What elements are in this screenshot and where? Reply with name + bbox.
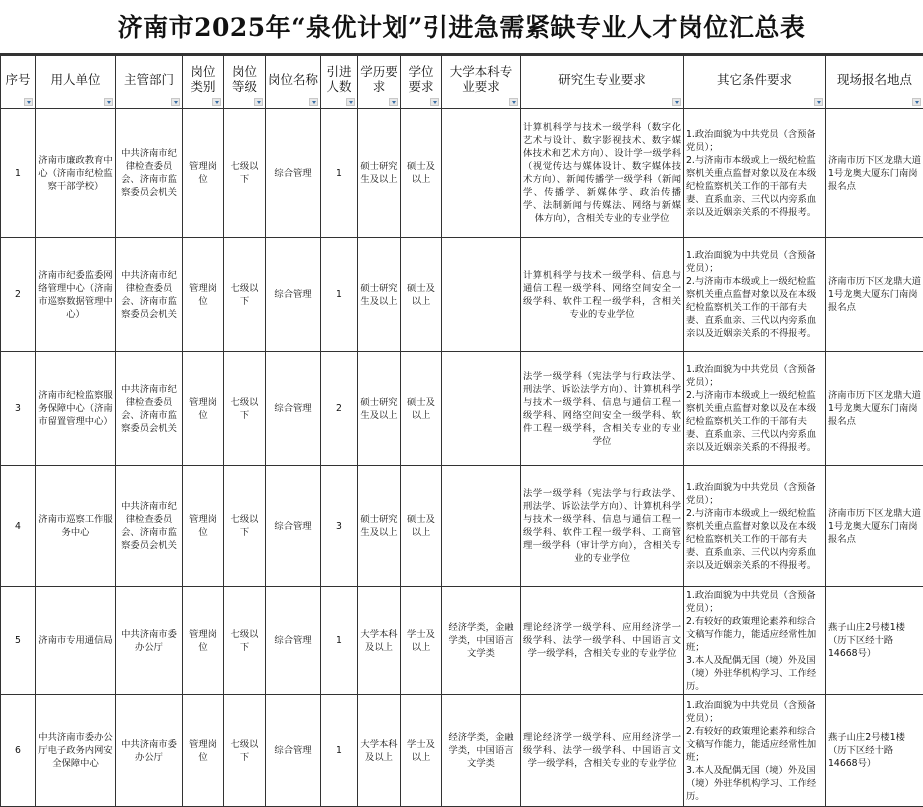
cell-level: 七级以下 (224, 587, 266, 695)
table-row (1, 587, 923, 695)
cell-type: 管理岗位 (183, 109, 224, 238)
column-header-type (183, 56, 224, 109)
cell-edu: 硕士研究生及以上 (358, 238, 401, 352)
cell-unit: 济南市巡察工作服务中心 (36, 466, 116, 587)
cell-name: 综合管理 (266, 238, 321, 352)
column-header-seq (1, 56, 36, 109)
column-header-label: 岗位名称 (268, 72, 318, 87)
filter-dropdown-icon[interactable] (309, 98, 318, 106)
filter-dropdown-icon[interactable] (912, 98, 921, 106)
column-header-place (826, 56, 923, 109)
cell-name: 综合管理 (266, 352, 321, 466)
column-header-label: 研究生专业要求 (558, 72, 646, 87)
cell-count: 3 (321, 466, 358, 587)
cell-level: 七级以下 (224, 109, 266, 238)
cell-name: 综合管理 (266, 695, 321, 807)
column-header-label: 主管部门 (124, 72, 174, 87)
cell-dept: 中共济南市纪律检查委员会、济南市监察委员会机关 (116, 352, 183, 466)
cell-grad: 计算机科学与技术一级学科（数字化艺术与设计、数字影视技术、数字媒体技术和艺术方向）、设计学一级学科（视觉传达与媒体设计、数字媒体技术方向）、新闻传播学一级学科（新闻学、传播学、新媒体学、政治传播学、法制新闻与传媒法、网络与新媒体方向），含相关专业的专业学位 (521, 109, 684, 238)
table-row (1, 238, 923, 352)
cell-unit: 济南市专用通信局 (36, 587, 116, 695)
column-header-label: 岗位等级 (232, 64, 257, 94)
cell-edu: 大学本科及以上 (358, 695, 401, 807)
cell-unit: 济南市廉政教育中心（济南市纪检监察干部学校） (36, 109, 116, 238)
column-header-label: 学历要求 (360, 64, 398, 94)
column-header-level (224, 56, 266, 109)
cell-dept: 中共济南市纪律检查委员会、济南市监察委员会机关 (116, 238, 183, 352)
column-header-undergrad (442, 56, 521, 109)
cell-degree: 硕士及以上 (401, 352, 442, 466)
cell-edu: 硕士研究生及以上 (358, 466, 401, 587)
cell-other: 1.政治面貌为中共党员（含预备党员）； 2.与济南市本级或上一级纪检监察机关重点监督对象以及在本级纪检监察机关工作的干部有夫妻、直系血亲、三代以内旁系血亲以及近姻亲关系的不得报考。 (684, 238, 826, 352)
filter-dropdown-icon[interactable] (24, 98, 33, 106)
column-header-edu (358, 56, 401, 109)
column-header-label: 现场报名地点 (837, 72, 912, 87)
column-header-label: 序号 (5, 72, 30, 87)
cell-unit: 中共济南市委办公厅电子政务内网安全保障中心 (36, 695, 116, 807)
filter-dropdown-icon[interactable] (389, 98, 398, 106)
cell-grad: 计算机科学与技术一级学科、信息与通信工程一级学科、网络空间安全一级学科、软件工程一级学科，含相关专业的专业学位 (521, 238, 684, 352)
cell-name: 综合管理 (266, 109, 321, 238)
cell-place: 济南市历下区龙鼎大道1号龙奥大厦东门南岗报名点 (826, 238, 923, 352)
cell-unit: 济南市纪委监委网络管理中心（济南市巡察数据管理中心） (36, 238, 116, 352)
cell-no: 2 (1, 238, 36, 352)
cell-undergrad: 经济学类，金融学类，中国语言文学类 (442, 695, 521, 807)
cell-type: 管理岗位 (183, 238, 224, 352)
column-header-unit (36, 56, 116, 109)
cell-grad: 法学一级学科（宪法学与行政法学、刑法学、诉讼法学方向）、计算机科学与技术一级学科、信息与通信工程一级学科、网络空间安全一级学科、软件工程一级学科，含相关专业的专业学位 (521, 352, 684, 466)
cell-degree: 学士及以上 (401, 695, 442, 807)
cell-edu: 硕士研究生及以上 (358, 109, 401, 238)
cell-type: 管理岗位 (183, 695, 224, 807)
cell-undergrad (442, 466, 521, 587)
filter-dropdown-icon[interactable] (104, 98, 113, 106)
cell-undergrad (442, 352, 521, 466)
cell-grad: 理论经济学一级学科、应用经济学一级学科、法学一级学科、中国语言文学一级学科，含相关专业的专业学位 (521, 695, 684, 807)
cell-place: 济南市历下区龙鼎大道1号龙奥大厦东门南岗报名点 (826, 352, 923, 466)
table-row (1, 466, 923, 587)
cell-type: 管理岗位 (183, 466, 224, 587)
cell-undergrad (442, 238, 521, 352)
filter-dropdown-icon[interactable] (430, 98, 439, 106)
cell-undergrad (442, 109, 521, 238)
cell-other: 1.政治面貌为中共党员（含预备党员）； 2.与济南市本级或上一级纪检监察机关重点监督对象以及在本级纪检监察机关工作的干部有夫妻、直系血亲、三代以内旁系血亲以及近姻亲关系的不得报考。 (684, 109, 826, 238)
cell-place: 济南市历下区龙鼎大道1号龙奥大厦东门南岗报名点 (826, 466, 923, 587)
cell-level: 七级以下 (224, 695, 266, 807)
cell-other: 1.政治面貌为中共党员（含预备党员）； 2.有较好的政策理论素养和综合文稿写作能力，能适应经常性加班； 3.本人及配偶无国（境）外及国（境）外驻华机构学习、工作经历。 (684, 695, 826, 807)
cell-count: 1 (321, 109, 358, 238)
column-header-label: 用人单位 (50, 72, 100, 87)
positions-table (0, 55, 923, 807)
filter-dropdown-icon[interactable] (254, 98, 263, 106)
cell-level: 七级以下 (224, 238, 266, 352)
cell-other: 1.政治面貌为中共党员（含预备党员）； 2.有较好的政策理论素养和综合文稿写作能力，能适应经常性加班； 3.本人及配偶无国（境）外及国（境）外驻华机构学习、工作经历。 (684, 587, 826, 695)
cell-other: 1.政治面貌为中共党员（含预备党员）； 2.与济南市本级或上一级纪检监察机关重点监督对象以及在本级纪检监察机关工作的干部有夫妻、直系血亲、三代以内旁系血亲以及近姻亲关系的不得报考。 (684, 466, 826, 587)
header-row (1, 56, 923, 109)
cell-no: 4 (1, 466, 36, 587)
cell-grad: 法学一级学科（宪法学与行政法学、刑法学、诉讼法学方向）、计算机科学与技术一级学科、信息与通信工程一级学科、软件工程一级学科、工商管理一级学科（审计学方向），含相关专业的专业学位 (521, 466, 684, 587)
cell-name: 综合管理 (266, 587, 321, 695)
cell-count: 1 (321, 695, 358, 807)
table-row (1, 695, 923, 807)
column-header-label: 岗位类别 (190, 64, 215, 94)
cell-type: 管理岗位 (183, 352, 224, 466)
cell-count: 1 (321, 587, 358, 695)
column-header-label: 引进人数 (326, 64, 351, 94)
cell-count: 2 (321, 352, 358, 466)
column-header-count (321, 56, 358, 109)
cell-unit: 济南市纪检监察服务保障中心（济南市留置管理中心） (36, 352, 116, 466)
filter-dropdown-icon[interactable] (171, 98, 180, 106)
column-header-name (266, 56, 321, 109)
cell-degree: 硕士及以上 (401, 238, 442, 352)
column-header-label: 其它条件要求 (717, 72, 792, 87)
cell-dept: 中共济南市纪律检查委员会、济南市监察委员会机关 (116, 109, 183, 238)
cell-no: 3 (1, 352, 36, 466)
cell-level: 七级以下 (224, 466, 266, 587)
cell-dept: 中共济南市委办公厅 (116, 587, 183, 695)
cell-count: 1 (321, 238, 358, 352)
filter-dropdown-icon[interactable] (212, 98, 221, 106)
column-header-label: 大学本科专业要求 (450, 64, 513, 94)
page-title: 济南市2025年“泉优计划”引进急需紧缺专业人才岗位汇总表 (0, 0, 923, 55)
cell-place: 燕子山庄2号楼1楼（历下区经十路14668号） (826, 587, 923, 695)
column-header-other (684, 56, 826, 109)
cell-level: 七级以下 (224, 352, 266, 466)
cell-degree: 硕士及以上 (401, 109, 442, 238)
filter-dropdown-icon[interactable] (672, 98, 681, 106)
cell-dept: 中共济南市纪律检查委员会、济南市监察委员会机关 (116, 466, 183, 587)
cell-place: 燕子山庄2号楼1楼（历下区经十路14668号） (826, 695, 923, 807)
column-header-label: 学位要求 (408, 64, 433, 94)
filter-dropdown-icon[interactable] (346, 98, 355, 106)
table-row (1, 109, 923, 238)
cell-name: 综合管理 (266, 466, 321, 587)
cell-grad: 理论经济学一级学科、应用经济学一级学科、法学一级学科、中国语言文学一级学科，含相关专业的专业学位 (521, 587, 684, 695)
cell-degree: 硕士及以上 (401, 466, 442, 587)
cell-type: 管理岗位 (183, 587, 224, 695)
column-header-dept (116, 56, 183, 109)
filter-dropdown-icon[interactable] (814, 98, 823, 106)
column-header-grad (521, 56, 684, 109)
cell-no: 6 (1, 695, 36, 807)
cell-undergrad: 经济学类，金融学类，中国语言文学类 (442, 587, 521, 695)
filter-dropdown-icon[interactable] (509, 98, 518, 106)
cell-dept: 中共济南市委办公厅 (116, 695, 183, 807)
cell-other: 1.政治面貌为中共党员（含预备党员）； 2.与济南市本级或上一级纪检监察机关重点监督对象以及在本级纪检监察机关工作的干部有夫妻、直系血亲、三代以内旁系血亲以及近姻亲关系的不得报考。 (684, 352, 826, 466)
cell-place: 济南市历下区龙鼎大道1号龙奥大厦东门南岗报名点 (826, 109, 923, 238)
cell-no: 5 (1, 587, 36, 695)
cell-edu: 大学本科及以上 (358, 587, 401, 695)
column-header-degree (401, 56, 442, 109)
cell-no: 1 (1, 109, 36, 238)
cell-degree: 学士及以上 (401, 587, 442, 695)
cell-edu: 硕士研究生及以上 (358, 352, 401, 466)
table-row (1, 352, 923, 466)
